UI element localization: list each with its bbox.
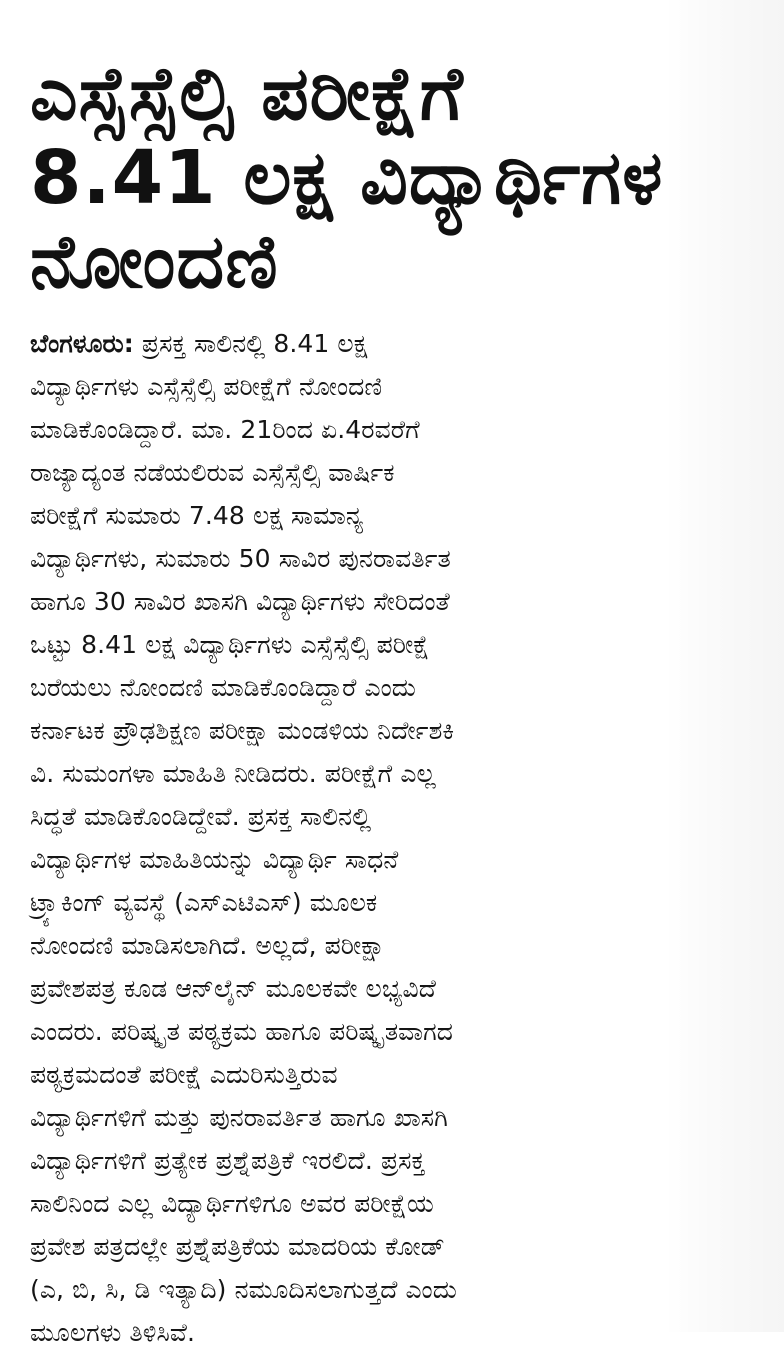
article-dateline: ಬೆಂಗಳೂರು: [30, 329, 134, 358]
body-line-10: ಕರ್ನಾಟಕ ಪ್ರೌಢಶಿಕ್ಷಣ ಪರೀಕ್ಷಾ ಮಂಡಳಿಯ ನಿರ್ದೇಶಕಿ [30, 716, 455, 745]
body-line-20: ವಿದ್ಯಾರ್ಥಿಗಳಿಗೆ ಪ್ರತ್ಯೇಕ ಪ್ರಶ್ನೆಪತ್ರಿಕೆ ಇರಲಿದೆ. ಪ್ರಸಕ್ತ [30, 1146, 426, 1175]
body-line-14: ಟ್ರ್ಯಾಕಿಂಗ್ ವ್ಯವಸ್ಥೆ (ಎಸ್ಎಟಿಎಸ್) ಮೂಲಕ [30, 888, 378, 917]
body-line-8: ಒಟ್ಟು 8.41 ಲಕ್ಷ ವಿದ್ಯಾರ್ಥಿಗಳು ಎಸ್ಸೆಸ್ಸೆಲ್ಸಿ ಪರೀಕ್ಷೆ [30, 630, 430, 659]
body-line-6: ವಿದ್ಯಾರ್ಥಿಗಳು, ಸುಮಾರು 50 ಸಾವಿರ ಪುನರಾವರ್ತಿತ [30, 544, 451, 573]
body-line-7: ಹಾಗೂ 30 ಸಾವಿರ ಖಾಸಗಿ ವಿದ್ಯಾರ್ಥಿಗಳು ಸೇರಿದಂತೆ [30, 587, 450, 616]
body-line-17: ಎಂದರು. ಪರಿಷ್ಕೃತ ಪಠ್ಯಕ್ರಮ ಹಾಗೂ ಪರಿಷ್ಕೃತವಾಗದ [30, 1017, 454, 1046]
body-line-1 [30, 322, 752, 365]
headline-line-3: ನೋಂದಣಿ [30, 219, 279, 305]
body-line-21: ಸಾಲಿನಿಂದ ಎಲ್ಲ ವಿದ್ಯಾರ್ಥಿಗಳಿಗೂ ಅವರ ಪರೀಕ್ಷೆಯ [30, 1189, 434, 1218]
body-line-9: ಬರೆಯಲು ನೋಂದಣಿ ಮಾಡಿಕೊಂಡಿದ್ದಾರೆ ಎಂದು [30, 673, 416, 702]
body-line-12: ಸಿದ್ಧತೆ ಮಾಡಿಕೊಂಡಿದ್ದೇವೆ. ಪ್ರಸಕ್ತ ಸಾಲಿನಲ್ಲಿ [30, 802, 372, 831]
headline-line-2: 8.41 ಲಕ್ಷ ವಿದ್ಯಾರ್ಥಿಗಳ [30, 135, 664, 221]
body-line-1-text: ಪ್ರಸಕ್ತ ಸಾಲಿನಲ್ಲಿ 8.41 ಲಕ್ಷ [133, 329, 368, 358]
body-line-15: ನೋಂದಣಿ ಮಾಡಿಸಲಾಗಿದೆ. ಅಲ್ಲದೆ, ಪರೀಕ್ಷಾ [30, 931, 386, 960]
body-line-16: ಪ್ರವೇಶಪತ್ರ ಕೂಡ ಆನ್‌ಲೈನ್ ಮೂಲಕವೇ ಲಭ್ಯವಿದೆ [30, 974, 436, 1003]
article-body [30, 322, 752, 1354]
body-line-22: ಪ್ರವೇಶ ಪತ್ರದಲ್ಲೇ ಪ್ರಶ್ನೆಪತ್ರಿಕೆಯ ಮಾದರಿಯ ಕೋಡ್ [30, 1232, 445, 1261]
body-line-11: ವಿ. ಸುಮಂಗಳಾ ಮಾಹಿತಿ ನೀಡಿದರು. ಪರೀಕ್ಷೆಗೆ ಎಲ್ಲ [30, 759, 436, 788]
headline-line-1: ಎಸ್ಸೆಸ್ಸೆಲ್ಸಿ ಪರೀಕ್ಷೆಗೆ [30, 51, 464, 137]
body-line-5: ಪರೀಕ್ಷೆಗೆ ಸುಮಾರು 7.48 ಲಕ್ಷ ಸಾಮಾನ್ಯ [30, 501, 364, 530]
body-line-13: ವಿದ್ಯಾರ್ಥಿಗಳ ಮಾಹಿತಿಯನ್ನು ವಿದ್ಯಾರ್ಥಿ ಸಾಧನೆ [30, 845, 399, 874]
body-line-24: ಮೂಲಗಳು ತಿಳಿಸಿವೆ. [30, 1318, 196, 1347]
body-line-18: ಪಠ್ಯಕ್ರಮದಂತೆ ಪರೀಕ್ಷೆ ಎದುರಿಸುತ್ತಿರುವ [30, 1060, 338, 1089]
article-headline [30, 52, 750, 304]
body-line-4: ರಾಜ್ಯಾದ್ಯಂತ ನಡೆಯಲಿರುವ ಎಸ್ಸೆಸ್ಸೆಲ್ಸಿ ವಾರ್ಷಿಕ [30, 458, 395, 487]
body-line-2: ವಿದ್ಯಾರ್ಥಿಗಳು ಎಸ್ಸೆಸ್ಸೆಲ್ಸಿ ಪರೀಕ್ಷೆಗೆ ನೋಂದಣಿ [30, 372, 383, 401]
body-line-19: ವಿದ್ಯಾರ್ಥಿಗಳಿಗೆ ಮತ್ತು ಪುನರಾವರ್ತಿತ ಹಾಗೂ ಖಾಸಗಿ [30, 1103, 448, 1132]
body-line-23: (ಎ, ಬಿ, ಸಿ, ಡಿ ಇತ್ಯಾದಿ) ನಮೂದಿಸಲಾಗುತ್ತದೆ ಎಂದು [30, 1275, 457, 1304]
body-line-3: ಮಾಡಿಕೊಂಡಿದ್ದಾರೆ. ಮಾ. 21ರಿಂದ ಏ.4ರವರೆಗೆ [30, 415, 420, 444]
